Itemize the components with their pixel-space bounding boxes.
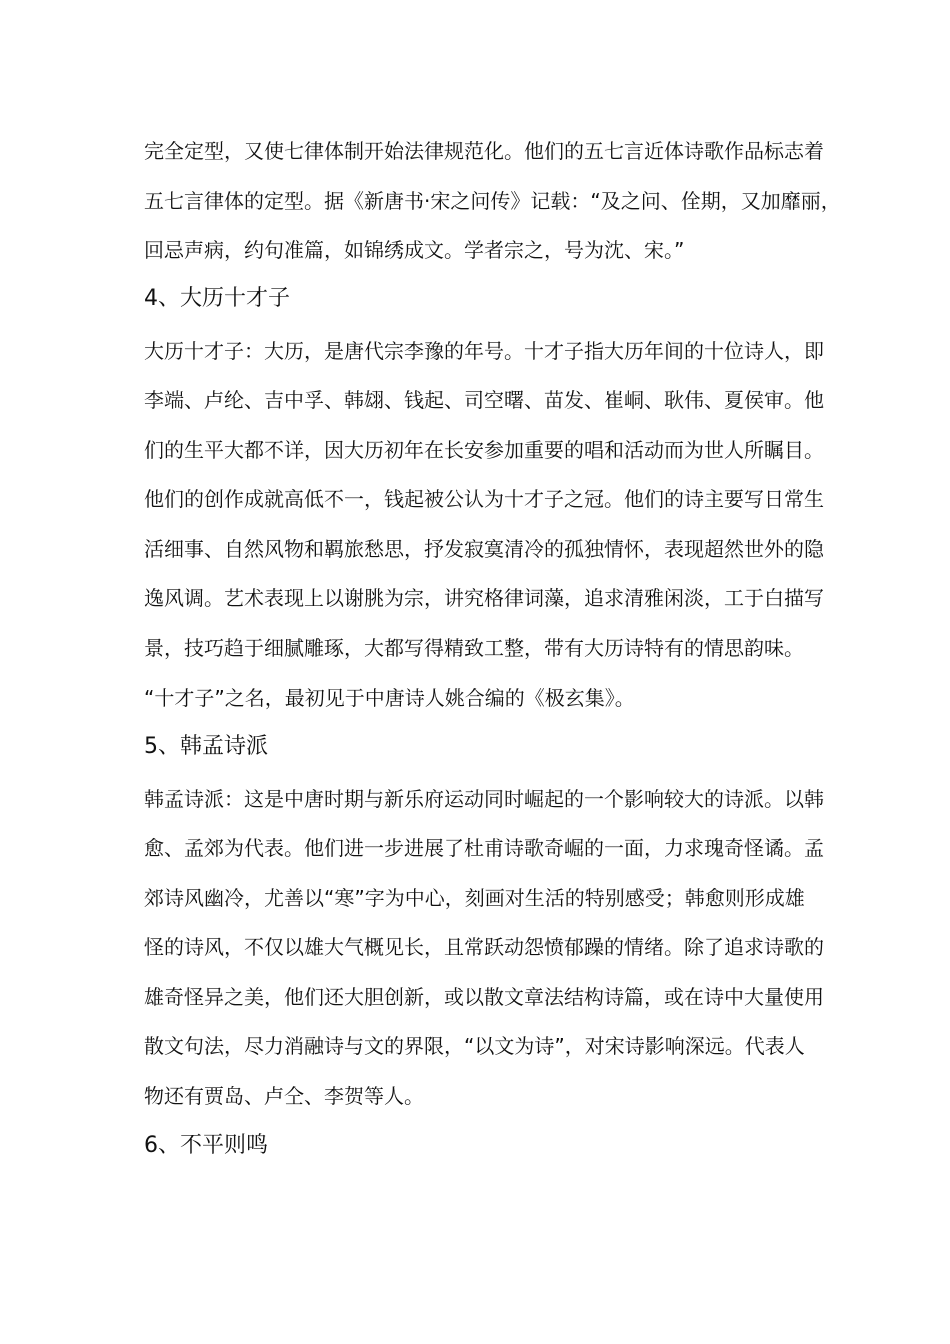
paragraph-line: 活细事、自然风物和羁旅愁思，抒发寂寞清冷的孤独情怀，表现超然世外的隐 [144,537,824,561]
paragraph-line: 物还有贾岛、卢仝、李贺等人。 [144,1084,424,1108]
paragraph-line: 郊诗风幽冷，尤善以“寒”字为中心，刻画对生活的特别感受；韩愈则形成雄 [144,886,805,910]
section-heading: 4、大历十才子 [144,286,290,311]
paragraph-line: 他们的创作成就高低不一，钱起被公认为十才子之冠。他们的诗主要写日常生 [144,487,824,511]
section-heading: 6、不平则鸣 [144,1133,268,1158]
paragraph-line: 回忌声病，约句准篇，如锦绣成文。学者宗之，号为沈、宋。” [144,238,685,262]
paragraph-line: 愈、孟郊为代表。他们进一步进展了杜甫诗歌奇崛的一面，力求瑰奇怪谲。孟 [144,836,824,860]
paragraph-line: 五七言律体的定型。据《新唐书·宋之问传》记载：“及之问、佺期，又加靡丽， [144,189,841,213]
paragraph-line: 完全定型，又使七律体制开始法律规范化。他们的五七言近体诗歌作品标志着 [144,139,824,163]
section-heading: 5、韩孟诗派 [144,734,268,759]
paragraph-line: 怪的诗风，不仅以雄大气概见长，且常跃动怨愤郁躁的情绪。除了追求诗歌的 [144,935,824,959]
paragraph-line: 雄奇怪异之美，他们还大胆创新，或以散文章法结构诗篇，或在诗中大量使用 [144,985,824,1009]
paragraph-line: 们的生平大都不详，因大历初年在长安参加重要的唱和活动而为世人所瞩目。 [144,438,824,462]
paragraph-line: “十才子”之名，最初见于中唐诗人姚合编的《极玄集》。 [144,686,635,710]
paragraph-line: 大历十才子：大历，是唐代宗李豫的年号。十才子指大历年间的十位诗人，即 [144,339,824,363]
paragraph-line: 韩孟诗派：这是中唐时期与新乐府运动同时崛起的一个影响较大的诗派。以韩 [144,787,824,811]
paragraph-line: 景，技巧趋于细腻雕琢，大都写得精致工整，带有大历诗特有的情思韵味。 [144,636,804,660]
paragraph-line: 逸风调。艺术表现上以谢朓为宗，讲究格律词藻，追求清雅闲淡，工于白描写 [144,586,824,610]
paragraph-line: 散文句法，尽力消融诗与文的界限，“以文为诗”，对宋诗影响深远。代表人 [144,1034,805,1058]
paragraph-line: 李端、卢纶、吉中孚、韩翃、钱起、司空曙、苗发、崔峒、耿伟、夏侯审。他 [144,388,824,412]
